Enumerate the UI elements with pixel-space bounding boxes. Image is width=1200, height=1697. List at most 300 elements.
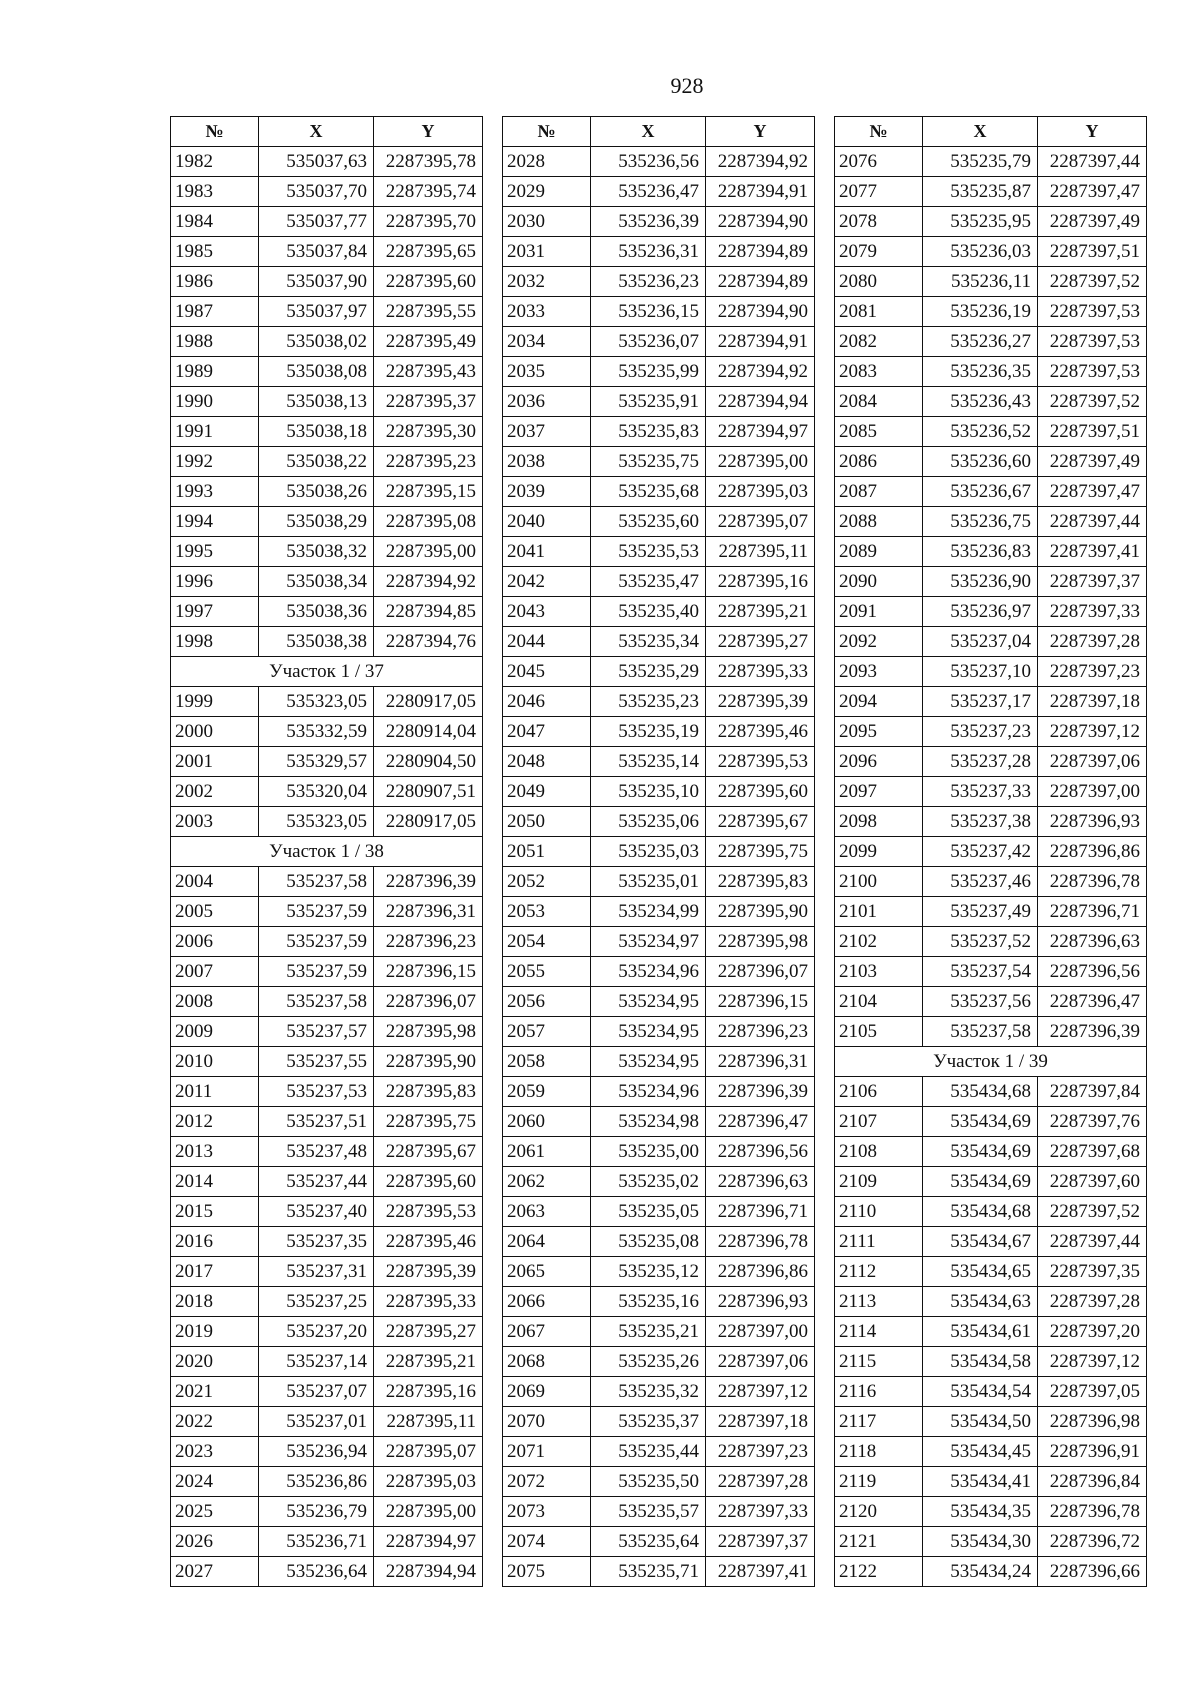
table-row — [835, 687, 1147, 717]
table-row — [503, 927, 815, 957]
y-coordinate-cell: 2287395,00 — [374, 537, 483, 567]
y-coordinate-cell: 2280917,05 — [374, 807, 483, 837]
y-coordinate-cell: 2287396,39 — [706, 1077, 815, 1107]
x-coordinate-cell: 535038,34 — [259, 567, 374, 597]
y-coordinate-cell: 2287397,41 — [706, 1557, 815, 1587]
x-coordinate-cell: 535037,90 — [259, 267, 374, 297]
table-row — [171, 1167, 483, 1197]
table-row — [171, 987, 483, 1017]
point-number-cell: 2016 — [171, 1227, 259, 1257]
y-coordinate-cell: 2287397,20 — [1038, 1317, 1147, 1347]
table-row — [503, 717, 815, 747]
x-coordinate-cell: 535038,18 — [259, 417, 374, 447]
header-y: Y — [706, 117, 815, 147]
y-coordinate-cell: 2287397,47 — [1038, 477, 1147, 507]
y-coordinate-cell: 2287394,97 — [706, 417, 815, 447]
table-row — [835, 1287, 1147, 1317]
point-number-cell: 2108 — [835, 1137, 923, 1167]
table-row — [171, 957, 483, 987]
table-row — [835, 1317, 1147, 1347]
table-row — [503, 957, 815, 987]
x-coordinate-cell: 535236,07 — [591, 327, 706, 357]
point-number-cell: 1984 — [171, 207, 259, 237]
table-row — [171, 1107, 483, 1137]
x-coordinate-cell: 535237,01 — [259, 1407, 374, 1437]
x-coordinate-cell: 535236,15 — [591, 297, 706, 327]
table-row — [835, 567, 1147, 597]
point-number-cell: 2051 — [503, 837, 591, 867]
y-coordinate-cell: 2287397,49 — [1038, 207, 1147, 237]
x-coordinate-cell: 535038,32 — [259, 537, 374, 567]
y-coordinate-cell: 2287395,27 — [706, 627, 815, 657]
table-row — [835, 1017, 1147, 1047]
table-row — [171, 387, 483, 417]
table-row — [835, 717, 1147, 747]
y-coordinate-cell: 2287396,93 — [1038, 807, 1147, 837]
point-number-cell: 1996 — [171, 567, 259, 597]
x-coordinate-cell: 535235,06 — [591, 807, 706, 837]
x-coordinate-cell: 535236,43 — [923, 387, 1038, 417]
table-row — [503, 1557, 815, 1587]
point-number-cell: 2087 — [835, 477, 923, 507]
table-row — [171, 1137, 483, 1167]
y-coordinate-cell: 2287397,44 — [1038, 507, 1147, 537]
y-coordinate-cell: 2287397,51 — [1038, 417, 1147, 447]
y-coordinate-cell: 2287395,53 — [374, 1197, 483, 1227]
table-row — [171, 237, 483, 267]
table-row — [503, 1467, 815, 1497]
x-coordinate-cell: 535237,59 — [259, 897, 374, 927]
x-coordinate-cell: 535237,31 — [259, 1257, 374, 1287]
y-coordinate-cell: 2287397,28 — [1038, 1287, 1147, 1317]
y-coordinate-cell: 2287396,15 — [706, 987, 815, 1017]
y-coordinate-cell: 2287397,18 — [1038, 687, 1147, 717]
x-coordinate-cell: 535237,46 — [923, 867, 1038, 897]
table-row — [503, 1197, 815, 1227]
point-number-cell: 2036 — [503, 387, 591, 417]
x-coordinate-cell: 535434,45 — [923, 1437, 1038, 1467]
point-number-cell: 1999 — [171, 687, 259, 717]
point-number-cell: 2069 — [503, 1377, 591, 1407]
y-coordinate-cell: 2287396,47 — [706, 1107, 815, 1137]
x-coordinate-cell: 535235,21 — [591, 1317, 706, 1347]
table-row — [835, 357, 1147, 387]
x-coordinate-cell: 535237,04 — [923, 627, 1038, 657]
y-coordinate-cell: 2287395,00 — [706, 447, 815, 477]
table-row — [171, 687, 483, 717]
x-coordinate-cell: 535434,50 — [923, 1407, 1038, 1437]
x-coordinate-cell: 535434,41 — [923, 1467, 1038, 1497]
y-coordinate-cell: 2287395,74 — [374, 177, 483, 207]
x-coordinate-cell: 535038,22 — [259, 447, 374, 477]
table-row — [171, 177, 483, 207]
y-coordinate-cell: 2287394,92 — [374, 567, 483, 597]
point-number-cell: 1994 — [171, 507, 259, 537]
table-row — [171, 357, 483, 387]
point-number-cell: 2046 — [503, 687, 591, 717]
point-number-cell: 2004 — [171, 867, 259, 897]
point-number-cell: 2119 — [835, 1467, 923, 1497]
table-row — [835, 897, 1147, 927]
point-number-cell: 1997 — [171, 597, 259, 627]
table-row — [171, 897, 483, 927]
table-row — [171, 537, 483, 567]
point-number-cell: 2022 — [171, 1407, 259, 1437]
point-number-cell: 2029 — [503, 177, 591, 207]
x-coordinate-cell: 535235,34 — [591, 627, 706, 657]
y-coordinate-cell: 2287397,44 — [1038, 1227, 1147, 1257]
x-coordinate-cell: 535236,71 — [259, 1527, 374, 1557]
table-row — [503, 1287, 815, 1317]
point-number-cell: 2000 — [171, 717, 259, 747]
y-coordinate-cell: 2287395,27 — [374, 1317, 483, 1347]
point-number-cell: 2057 — [503, 1017, 591, 1047]
point-number-cell: 2084 — [835, 387, 923, 417]
table-row — [171, 1377, 483, 1407]
x-coordinate-cell: 535236,23 — [591, 267, 706, 297]
point-number-cell: 1987 — [171, 297, 259, 327]
x-coordinate-cell: 535235,00 — [591, 1137, 706, 1167]
y-coordinate-cell: 2287395,83 — [374, 1077, 483, 1107]
x-coordinate-cell: 535434,69 — [923, 1167, 1038, 1197]
x-coordinate-cell: 535237,14 — [259, 1347, 374, 1377]
y-coordinate-cell: 2280904,50 — [374, 747, 483, 777]
point-number-cell: 2064 — [503, 1227, 591, 1257]
y-coordinate-cell: 2287394,91 — [706, 177, 815, 207]
table-row — [503, 867, 815, 897]
x-coordinate-cell: 535434,54 — [923, 1377, 1038, 1407]
point-number-cell: 2033 — [503, 297, 591, 327]
x-coordinate-cell: 535434,68 — [923, 1197, 1038, 1227]
y-coordinate-cell: 2287395,43 — [374, 357, 483, 387]
table-row — [171, 1257, 483, 1287]
y-coordinate-cell: 2287396,93 — [706, 1287, 815, 1317]
header-x: X — [923, 117, 1038, 147]
point-number-cell: 2109 — [835, 1167, 923, 1197]
y-coordinate-cell: 2287395,65 — [374, 237, 483, 267]
x-coordinate-cell: 535236,03 — [923, 237, 1038, 267]
x-coordinate-cell: 535235,91 — [591, 387, 706, 417]
point-number-cell: 2093 — [835, 657, 923, 687]
table-row — [503, 357, 815, 387]
point-number-cell: 2083 — [835, 357, 923, 387]
y-coordinate-cell: 2287396,98 — [1038, 1407, 1147, 1437]
x-coordinate-cell: 535235,95 — [923, 207, 1038, 237]
point-number-cell: 2118 — [835, 1437, 923, 1467]
table-row — [503, 267, 815, 297]
y-coordinate-cell: 2287397,06 — [706, 1347, 815, 1377]
x-coordinate-cell: 535237,55 — [259, 1047, 374, 1077]
header-x: X — [591, 117, 706, 147]
y-coordinate-cell: 2287395,21 — [374, 1347, 483, 1377]
point-number-cell: 2121 — [835, 1527, 923, 1557]
point-number-cell: 2074 — [503, 1527, 591, 1557]
x-coordinate-cell: 535234,95 — [591, 987, 706, 1017]
x-coordinate-cell: 535235,50 — [591, 1467, 706, 1497]
table-row — [835, 1437, 1147, 1467]
point-number-cell: 2050 — [503, 807, 591, 837]
point-number-cell: 1990 — [171, 387, 259, 417]
table-row — [835, 1347, 1147, 1377]
point-number-cell: 1991 — [171, 417, 259, 447]
table-row — [503, 297, 815, 327]
x-coordinate-cell: 535037,63 — [259, 147, 374, 177]
point-number-cell: 2045 — [503, 657, 591, 687]
y-coordinate-cell: 2287397,28 — [1038, 627, 1147, 657]
y-coordinate-cell: 2287395,75 — [374, 1107, 483, 1137]
y-coordinate-cell: 2287396,86 — [1038, 837, 1147, 867]
table-row — [835, 147, 1147, 177]
table-row — [835, 1497, 1147, 1527]
table-row — [503, 1497, 815, 1527]
table-row — [171, 1197, 483, 1227]
table-row — [171, 417, 483, 447]
y-coordinate-cell: 2287396,39 — [1038, 1017, 1147, 1047]
header-y: Y — [1038, 117, 1147, 147]
y-coordinate-cell: 2287394,90 — [706, 297, 815, 327]
point-number-cell: 2081 — [835, 297, 923, 327]
x-coordinate-cell: 535236,79 — [259, 1497, 374, 1527]
x-coordinate-cell: 535235,99 — [591, 357, 706, 387]
point-number-cell: 2041 — [503, 537, 591, 567]
coordinate-table-1 — [170, 116, 483, 1587]
x-coordinate-cell: 535235,68 — [591, 477, 706, 507]
x-coordinate-cell: 535234,96 — [591, 957, 706, 987]
x-coordinate-cell: 535329,57 — [259, 747, 374, 777]
y-coordinate-cell: 2287395,75 — [706, 837, 815, 867]
section-label: Участок 1 / 37 — [171, 657, 483, 687]
point-number-cell: 2076 — [835, 147, 923, 177]
x-coordinate-cell: 535235,40 — [591, 597, 706, 627]
table-row — [171, 867, 483, 897]
table-row — [503, 1347, 815, 1377]
x-coordinate-cell: 535237,28 — [923, 747, 1038, 777]
table-row — [835, 1137, 1147, 1167]
x-coordinate-cell: 535235,08 — [591, 1227, 706, 1257]
x-coordinate-cell: 535237,33 — [923, 777, 1038, 807]
x-coordinate-cell: 535235,44 — [591, 1437, 706, 1467]
y-coordinate-cell: 2287397,05 — [1038, 1377, 1147, 1407]
point-number-cell: 2113 — [835, 1287, 923, 1317]
table-row — [835, 987, 1147, 1017]
y-coordinate-cell: 2287397,28 — [706, 1467, 815, 1497]
header-x: X — [259, 117, 374, 147]
y-coordinate-cell: 2287397,52 — [1038, 387, 1147, 417]
y-coordinate-cell: 2287394,91 — [706, 327, 815, 357]
x-coordinate-cell: 535236,67 — [923, 477, 1038, 507]
x-coordinate-cell: 535236,11 — [923, 267, 1038, 297]
y-coordinate-cell: 2287394,89 — [706, 237, 815, 267]
y-coordinate-cell: 2287395,39 — [706, 687, 815, 717]
table-header-row — [503, 117, 815, 147]
point-number-cell: 2096 — [835, 747, 923, 777]
x-coordinate-cell: 535236,83 — [923, 537, 1038, 567]
y-coordinate-cell: 2287394,76 — [374, 627, 483, 657]
y-coordinate-cell: 2287396,31 — [374, 897, 483, 927]
x-coordinate-cell: 535235,32 — [591, 1377, 706, 1407]
point-number-cell: 2080 — [835, 267, 923, 297]
point-number-cell: 2082 — [835, 327, 923, 357]
y-coordinate-cell: 2287396,86 — [706, 1257, 815, 1287]
table-row — [835, 627, 1147, 657]
y-coordinate-cell: 2287396,71 — [706, 1197, 815, 1227]
point-number-cell: 2003 — [171, 807, 259, 837]
point-number-cell: 2068 — [503, 1347, 591, 1377]
y-coordinate-cell: 2287397,12 — [1038, 717, 1147, 747]
table-row — [503, 627, 815, 657]
point-number-cell: 1985 — [171, 237, 259, 267]
point-number-cell: 2030 — [503, 207, 591, 237]
y-coordinate-cell: 2287396,78 — [1038, 867, 1147, 897]
table-row — [835, 1527, 1147, 1557]
page-number: 928 — [670, 73, 704, 98]
y-coordinate-cell: 2287397,00 — [706, 1317, 815, 1347]
y-coordinate-cell: 2287395,46 — [706, 717, 815, 747]
y-coordinate-cell: 2287394,92 — [706, 147, 815, 177]
y-coordinate-cell: 2287395,78 — [374, 147, 483, 177]
x-coordinate-cell: 535323,05 — [259, 687, 374, 717]
table-row — [835, 1107, 1147, 1137]
y-coordinate-cell: 2287396,15 — [374, 957, 483, 987]
point-number-cell: 2035 — [503, 357, 591, 387]
table-row — [503, 1017, 815, 1047]
table-row — [835, 957, 1147, 987]
y-coordinate-cell: 2287396,63 — [706, 1167, 815, 1197]
table-row — [835, 1377, 1147, 1407]
y-coordinate-cell: 2287395,90 — [374, 1047, 483, 1077]
table-row — [835, 1197, 1147, 1227]
y-coordinate-cell: 2280917,05 — [374, 687, 483, 717]
point-number-cell: 2114 — [835, 1317, 923, 1347]
y-coordinate-cell: 2287396,39 — [374, 867, 483, 897]
table-row — [503, 1167, 815, 1197]
y-coordinate-cell: 2287397,33 — [706, 1497, 815, 1527]
table-row — [835, 837, 1147, 867]
y-coordinate-cell: 2287396,56 — [1038, 957, 1147, 987]
x-coordinate-cell: 535236,90 — [923, 567, 1038, 597]
y-coordinate-cell: 2287394,94 — [706, 387, 815, 417]
table-row — [503, 1257, 815, 1287]
table-row — [503, 147, 815, 177]
x-coordinate-cell: 535237,10 — [923, 657, 1038, 687]
point-number-cell: 2008 — [171, 987, 259, 1017]
x-coordinate-cell: 535434,67 — [923, 1227, 1038, 1257]
point-number-cell: 2086 — [835, 447, 923, 477]
table-row — [503, 597, 815, 627]
y-coordinate-cell: 2287395,08 — [374, 507, 483, 537]
y-coordinate-cell: 2287394,92 — [706, 357, 815, 387]
y-coordinate-cell: 2287396,78 — [706, 1227, 815, 1257]
section-row — [171, 657, 483, 687]
y-coordinate-cell: 2287397,53 — [1038, 327, 1147, 357]
point-number-cell: 2044 — [503, 627, 591, 657]
table-row — [835, 507, 1147, 537]
y-coordinate-cell: 2287397,84 — [1038, 1077, 1147, 1107]
y-coordinate-cell: 2287395,03 — [374, 1467, 483, 1497]
x-coordinate-cell: 535237,23 — [923, 717, 1038, 747]
x-coordinate-cell: 535235,12 — [591, 1257, 706, 1287]
table-row — [503, 237, 815, 267]
y-coordinate-cell: 2287395,46 — [374, 1227, 483, 1257]
y-coordinate-cell: 2280907,51 — [374, 777, 483, 807]
table-row — [171, 1047, 483, 1077]
y-coordinate-cell: 2287395,67 — [374, 1137, 483, 1167]
point-number-cell: 2001 — [171, 747, 259, 777]
point-number-cell: 2090 — [835, 567, 923, 597]
table-header-row — [835, 117, 1147, 147]
x-coordinate-cell: 535235,87 — [923, 177, 1038, 207]
table-row — [835, 777, 1147, 807]
y-coordinate-cell: 2287395,49 — [374, 327, 483, 357]
point-number-cell: 2106 — [835, 1077, 923, 1107]
table-row — [503, 687, 815, 717]
table-row — [171, 807, 483, 837]
point-number-cell: 2011 — [171, 1077, 259, 1107]
x-coordinate-cell: 535234,95 — [591, 1047, 706, 1077]
x-coordinate-cell: 535434,61 — [923, 1317, 1038, 1347]
x-coordinate-cell: 535237,38 — [923, 807, 1038, 837]
section-label: Участок 1 / 38 — [171, 837, 483, 867]
point-number-cell: 1998 — [171, 627, 259, 657]
table-row — [835, 477, 1147, 507]
table-row — [503, 1077, 815, 1107]
x-coordinate-cell: 535434,30 — [923, 1527, 1038, 1557]
y-coordinate-cell: 2287395,15 — [374, 477, 483, 507]
table-row — [171, 567, 483, 597]
table-row — [171, 777, 483, 807]
point-number-cell: 2078 — [835, 207, 923, 237]
x-coordinate-cell: 535038,38 — [259, 627, 374, 657]
point-number-cell: 2077 — [835, 177, 923, 207]
y-coordinate-cell: 2287397,52 — [1038, 267, 1147, 297]
table-row — [503, 807, 815, 837]
x-coordinate-cell: 535236,97 — [923, 597, 1038, 627]
y-coordinate-cell: 2287397,60 — [1038, 1167, 1147, 1197]
y-coordinate-cell: 2287395,33 — [374, 1287, 483, 1317]
x-coordinate-cell: 535236,60 — [923, 447, 1038, 477]
coordinate-table-2 — [502, 116, 815, 1587]
table-row — [503, 987, 815, 1017]
table-row — [171, 147, 483, 177]
point-number-cell: 2019 — [171, 1317, 259, 1347]
x-coordinate-cell: 535235,10 — [591, 777, 706, 807]
x-coordinate-cell: 535237,42 — [923, 837, 1038, 867]
point-number-cell: 2047 — [503, 717, 591, 747]
table-row — [503, 327, 815, 357]
y-coordinate-cell: 2287395,98 — [706, 927, 815, 957]
x-coordinate-cell: 535237,53 — [259, 1077, 374, 1107]
point-number-cell: 2039 — [503, 477, 591, 507]
point-number-cell: 2002 — [171, 777, 259, 807]
point-number-cell: 2058 — [503, 1047, 591, 1077]
y-coordinate-cell: 2287395,67 — [706, 807, 815, 837]
point-number-cell: 2122 — [835, 1557, 923, 1587]
x-coordinate-cell: 535236,75 — [923, 507, 1038, 537]
x-coordinate-cell: 535038,08 — [259, 357, 374, 387]
table-row — [171, 1227, 483, 1257]
point-number-cell: 2075 — [503, 1557, 591, 1587]
point-number-cell: 2010 — [171, 1047, 259, 1077]
x-coordinate-cell: 535235,16 — [591, 1287, 706, 1317]
table-row — [835, 1227, 1147, 1257]
y-coordinate-cell: 2287397,37 — [706, 1527, 815, 1557]
x-coordinate-cell: 535235,60 — [591, 507, 706, 537]
y-coordinate-cell: 2287396,23 — [706, 1017, 815, 1047]
point-number-cell: 2100 — [835, 867, 923, 897]
y-coordinate-cell: 2287397,12 — [1038, 1347, 1147, 1377]
x-coordinate-cell: 535434,58 — [923, 1347, 1038, 1377]
x-coordinate-cell: 535235,53 — [591, 537, 706, 567]
